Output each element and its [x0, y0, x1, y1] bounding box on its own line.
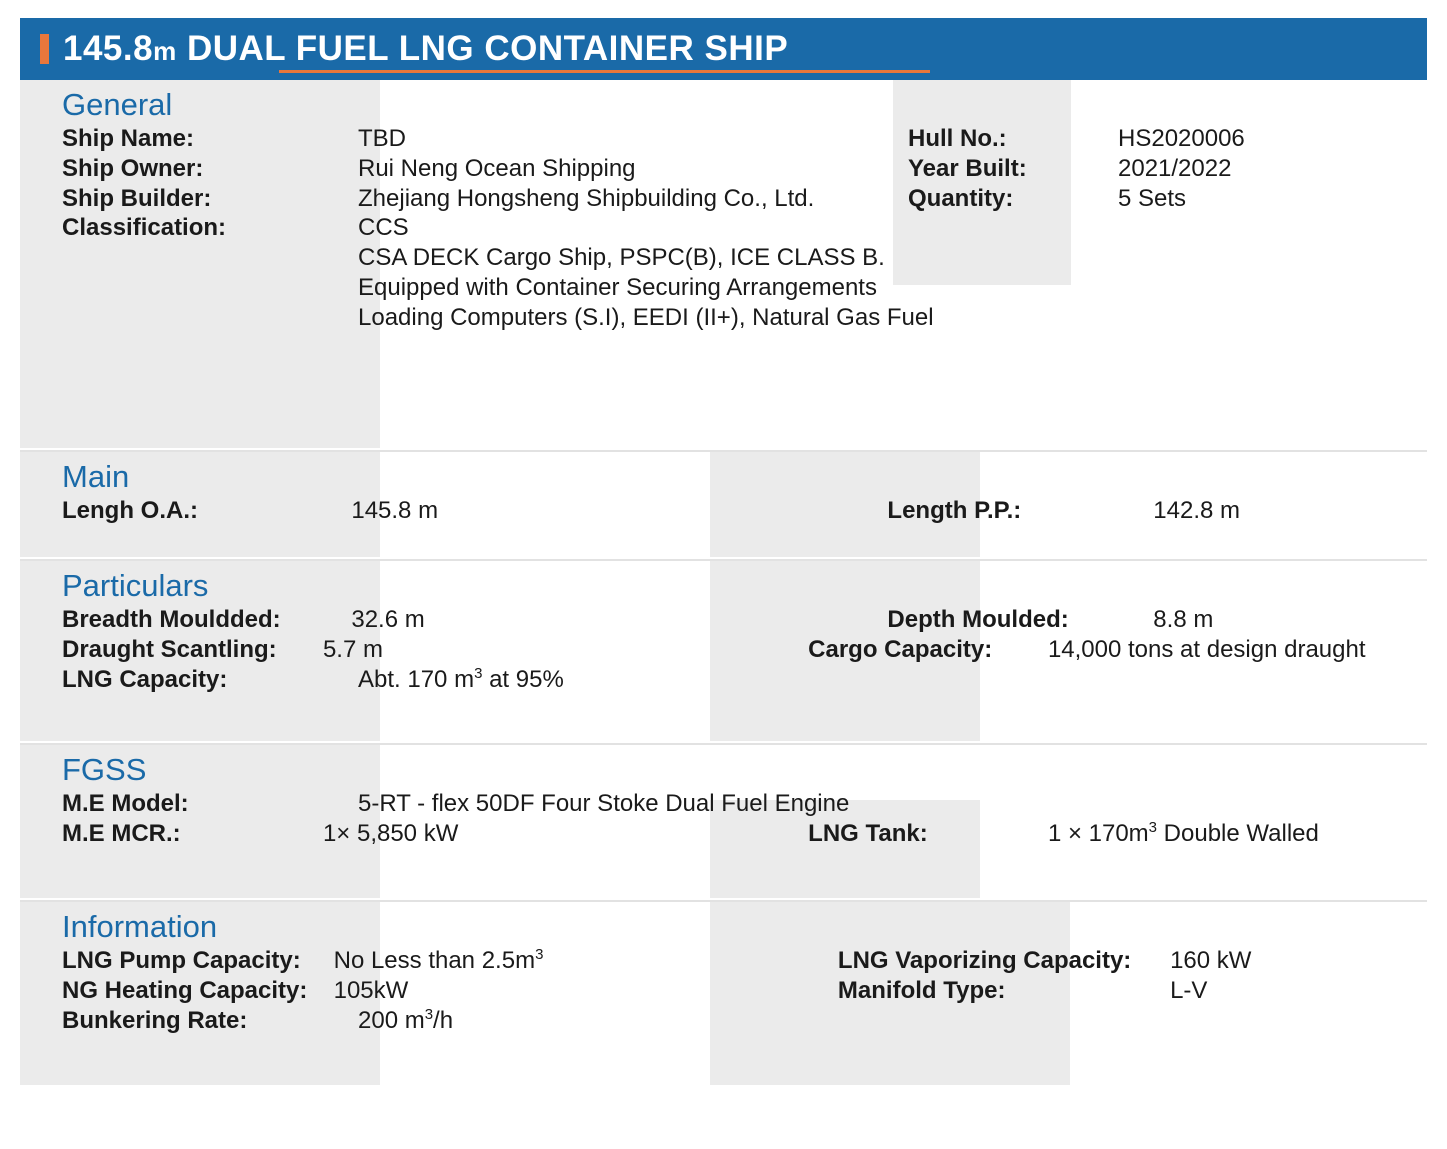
row-ship-builder [20, 184, 1427, 214]
label-ship-name: Ship Name: [62, 125, 195, 153]
value-lng-capacity-pre: Abt. 170 m [358, 665, 475, 693]
row-ng-heating [20, 976, 1427, 1006]
value-classification-3: Equipped with Container Securing Arrangements [358, 273, 877, 301]
title-accent-tick [40, 34, 49, 64]
value-classification-4: Loading Computers (S.I), EEDI (II+), Natural Gas Fuel [358, 303, 934, 331]
label-draught: Draught Scantling: [62, 635, 277, 663]
page-title-number: 145.8 [63, 29, 154, 68]
value-lng-tank [1048, 819, 1427, 849]
label-me-mcr: M.E MCR.: [62, 819, 181, 847]
value-classification-2: CSA DECK Cargo Ship, PSPC(B), ICE CLASS B. [358, 244, 885, 272]
value-lng-vaporizing-capacity: 160 kW [1170, 947, 1252, 975]
section-main [20, 452, 1427, 561]
label-length-pp: Length P.P.: [887, 497, 1022, 525]
section-general [20, 80, 1427, 452]
row-bunkering-rate [20, 1006, 1427, 1036]
value-bunkering-pre: 200 m [358, 1006, 425, 1034]
label-quantity: Quantity: [908, 184, 1014, 212]
value-ship-owner: Rui Neng Ocean Shipping [358, 154, 636, 182]
value-me-mcr: 1× 5,850 kW [322, 819, 459, 847]
page-title-rest: DUAL FUEL LNG CONTAINER SHIP [176, 29, 789, 68]
value-ng-heating-capacity: 105kW [333, 976, 409, 1004]
value-lng-tank-sup: 3 [1148, 818, 1158, 836]
value-depth: 8.8 m [1153, 606, 1214, 634]
page-title [63, 29, 788, 69]
value-classification-1: CCS [358, 214, 409, 242]
section-title-fgss: FGSS [62, 752, 147, 787]
value-cargo-capacity: 14,000 tons at design draught [1047, 635, 1366, 663]
value-bunkering-rate [358, 1006, 888, 1036]
label-classification: Classification: [62, 214, 227, 242]
value-manifold-type: L-V [1170, 976, 1208, 1004]
row-classification-2 [20, 243, 1427, 273]
label-me-model: M.E Model: [62, 790, 189, 818]
label-bunkering-rate: Bunkering Rate: [62, 1006, 248, 1034]
label-ng-heating-capacity: NG Heating Capacity: [62, 976, 308, 1004]
value-ship-name: TBD [358, 125, 406, 153]
label-lng-tank: LNG Tank: [808, 819, 928, 847]
value-lng-pump-capacity [334, 946, 820, 976]
label-depth: Depth Moulded: [887, 606, 1069, 634]
row-classification-4 [20, 303, 1427, 333]
value-lng-capacity [358, 665, 888, 695]
value-bunkering-post: /h [433, 1006, 454, 1034]
row-me-mcr [20, 819, 1427, 849]
label-breadth: Breadth Mouldded: [62, 606, 281, 634]
title-underline [279, 70, 930, 73]
label-manifold-type: Manifold Type: [837, 976, 1006, 1004]
row-classification-3 [20, 273, 1427, 303]
page-title-unit: m [153, 36, 177, 66]
section-title-main: Main [62, 459, 130, 494]
section-title-general: General [62, 87, 173, 122]
label-year-built: Year Built: [908, 154, 1027, 182]
label-spacer-2 [20, 273, 358, 303]
value-length-oa: 145.8 m [351, 497, 439, 525]
row-draught [20, 635, 1427, 665]
section-particulars [20, 561, 1427, 745]
value-lng-pump-pre: No Less than 2.5m [333, 947, 536, 975]
label-cargo-capacity: Cargo Capacity: [808, 635, 993, 663]
label-hull-no: Hull No.: [908, 125, 1007, 153]
row-breadth [20, 605, 1427, 635]
value-lng-capacity-sup: 3 [474, 664, 483, 682]
row-classification [20, 213, 1427, 243]
value-draught: 5.7 m [322, 635, 383, 663]
label-lng-vaporizing-capacity: LNG Vaporizing Capacity: [837, 947, 1132, 975]
row-lng-capacity [20, 665, 1427, 695]
row-ship-owner [20, 154, 1427, 184]
section-fgss [20, 745, 1427, 902]
row-length [20, 496, 1427, 526]
label-length-oa: Lengh O.A.: [62, 497, 198, 525]
value-ship-builder: Zhejiang Hongsheng Shipbuilding Co., Ltd. [358, 184, 815, 212]
label-lng-pump-capacity: LNG Pump Capacity: [62, 947, 301, 975]
label-ship-owner: Ship Owner: [62, 154, 204, 182]
value-breadth: 32.6 m [351, 606, 425, 634]
row-ship-name [20, 124, 1427, 154]
value-length-pp: 142.8 m [1153, 497, 1241, 525]
value-lng-tank-post: Double Walled [1157, 819, 1319, 847]
label-lng-capacity: LNG Capacity: [62, 665, 228, 693]
section-title-particulars: Particulars [62, 568, 209, 603]
section-information [20, 902, 1427, 1087]
value-lng-pump-sup: 3 [535, 946, 544, 964]
value-lng-capacity-post: at 95% [482, 665, 564, 693]
label-ship-builder: Ship Builder: [62, 184, 212, 212]
section-title-information: Information [62, 909, 218, 944]
value-year-built: 2021/2022 [1118, 154, 1232, 182]
row-lng-pump [20, 946, 1427, 976]
value-quantity: 5 Sets [1118, 184, 1187, 212]
row-me-model [20, 789, 1427, 819]
value-me-model: 5-RT - flex 50DF Four Stoke Dual Fuel Engine [358, 790, 850, 818]
label-spacer-1 [20, 243, 358, 273]
value-hull-no: HS2020006 [1118, 125, 1245, 153]
value-lng-tank-pre: 1 × 170m [1047, 819, 1149, 847]
label-spacer-3 [20, 303, 358, 333]
value-bunkering-sup: 3 [424, 1005, 434, 1023]
